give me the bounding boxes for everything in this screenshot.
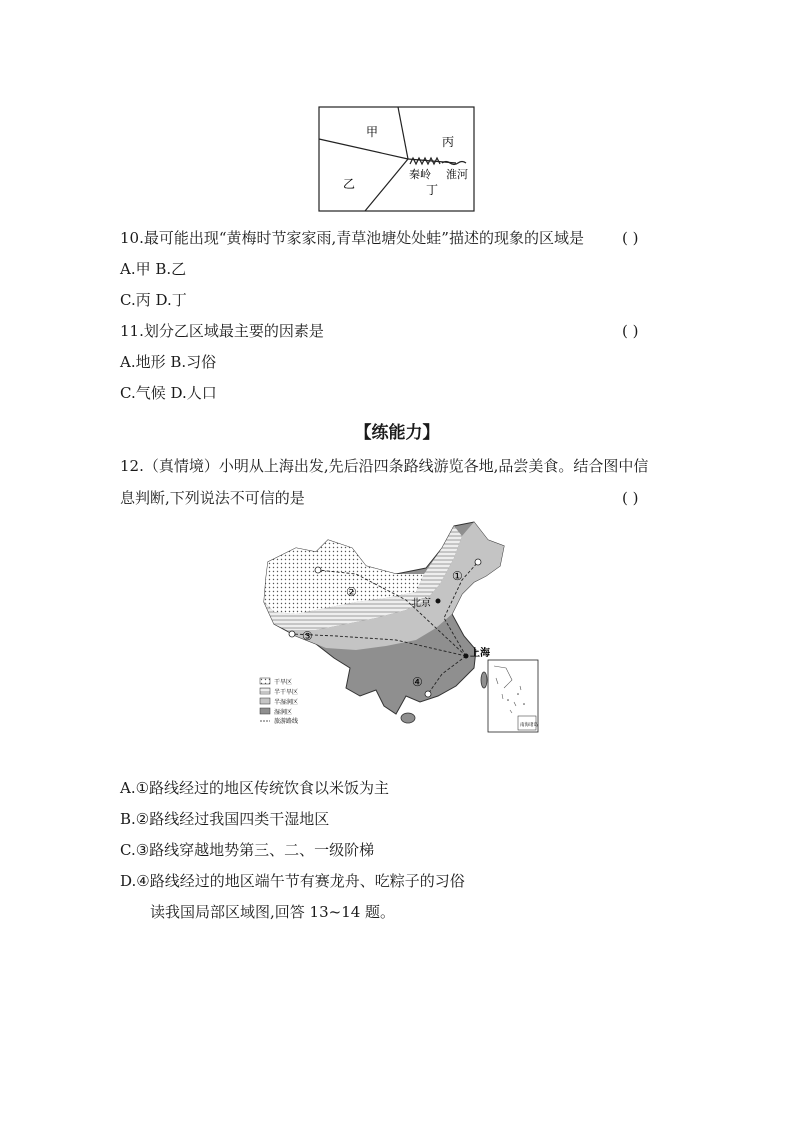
label-qinling: 秦岭 — [409, 168, 431, 181]
legend-arid: 干旱区 — [274, 679, 293, 686]
q13-14-intro: 读我国局部区域图,回答 13~14 题。 — [150, 903, 396, 921]
q10-answer-paren[interactable]: ( ) — [622, 229, 639, 247]
legend-route: 旅游路线 — [274, 718, 299, 725]
legend-humid: 湿润区 — [274, 709, 293, 716]
region-ding: 丁 — [426, 183, 439, 197]
q11-options-cd: C.气候 D.人口 — [120, 384, 217, 402]
label-huaihe: 淮河 — [446, 168, 468, 181]
q12-option-d: D.④路线经过的地区端午节有赛龙舟、吃粽子的习俗 — [120, 872, 465, 890]
map-legend — [260, 678, 298, 725]
q12-stem-line1: 12.（真情境）小明从上海出发,先后沿四条路线游览各地,品尝美食。结合图中信 — [120, 457, 649, 475]
q12-option-b: B.②路线经过我国四类干湿地区 — [120, 810, 330, 828]
region-yi: 乙 — [343, 177, 356, 191]
q11-options-ab: A.地形 B.习俗 — [120, 353, 217, 371]
q12-option-c: C.③路线穿越地势第三、二、一级阶梯 — [120, 841, 375, 859]
route-1-label: ① — [452, 569, 463, 583]
q12-stem-line2: 息判断,下列说法不可信的是 — [120, 489, 305, 507]
q10-stem: 10.最可能出现“黄梅时节家家雨,青草池塘处处蛙”描述的现象的区域是 — [120, 229, 584, 247]
q12-option-a: A.①路线经过的地区传统饮食以米饭为主 — [120, 779, 390, 797]
region-division-figure — [318, 106, 476, 214]
china-dry-wet-map — [256, 518, 542, 734]
q11-answer-paren[interactable]: ( ) — [622, 322, 639, 340]
beijing-label: 北京 — [411, 598, 431, 609]
south-china-sea-inset — [488, 660, 538, 732]
route-2-label: ② — [346, 585, 357, 599]
route-3-label: ③ — [302, 629, 313, 643]
legend-semihumid: 半湿润区 — [274, 699, 299, 706]
beijing-marker — [436, 599, 441, 604]
inset-label: 南海诸岛 — [520, 723, 538, 728]
shanghai-label: 上海 — [470, 648, 490, 659]
route-4-label: ④ — [412, 675, 423, 689]
section-heading: 【练能力】 — [354, 423, 440, 443]
legend-semiarid: 半干旱区 — [274, 689, 299, 696]
q11-stem: 11.划分乙区域最主要的因素是 — [120, 322, 324, 340]
region-jia: 甲 — [366, 125, 379, 139]
q10-options-cd: C.丙 D.丁 — [120, 291, 187, 309]
region-bing: 丙 — [442, 135, 455, 149]
q12-answer-paren[interactable]: ( ) — [622, 489, 639, 507]
shanghai-marker — [464, 654, 469, 659]
q10-options-ab: A.甲 B.乙 — [120, 260, 187, 278]
